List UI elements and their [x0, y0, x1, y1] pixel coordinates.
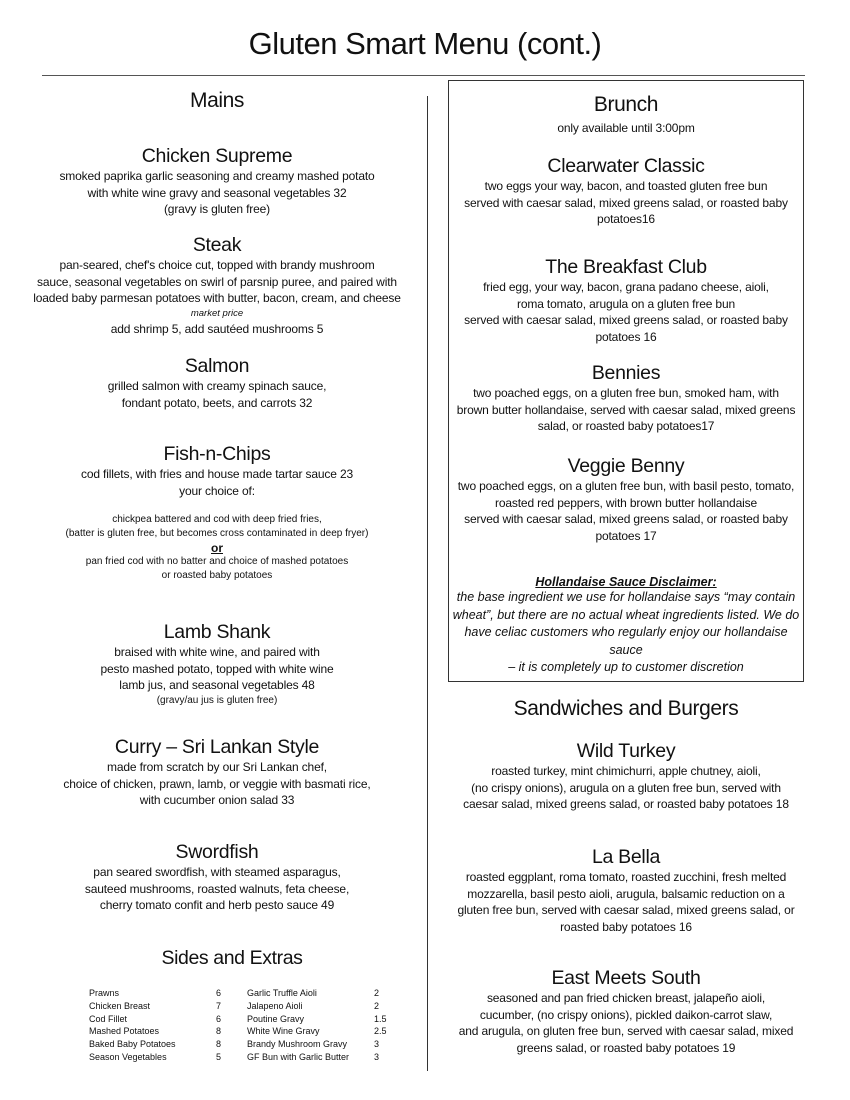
menu-item-salmon [17, 355, 417, 411]
item-name: Veggie Benny [567, 455, 685, 477]
item-description: braised with white wine, and paired with pesto mashed potato, topped with white wine lamb jus, and seasonal vegetables 48 [100, 645, 334, 693]
side-item-price: 7 [216, 1000, 222, 1011]
fish-option-pan-fried: pan fried cod with no batter and choice of mashed potatoes or roasted baby potatoes [85, 556, 349, 582]
sides-heading: Sides and Extras [161, 947, 303, 969]
menu-item-lamb-shank [17, 621, 417, 708]
menu-item-fish-n-chips [17, 443, 417, 583]
column-divider [427, 96, 428, 1071]
disclaimer-text: the base ingredient we use for hollandaise says “may contain wheat”, but there are no actual wheat ingredients listed. We do have celiac customers who regularly enjoy our hollandaise sauce – it is completely up to customer discretion [452, 590, 800, 674]
or-separator: or [211, 541, 223, 556]
side-item-name: Cod Fillet [89, 1013, 128, 1024]
menu-item-steak [17, 234, 417, 337]
item-name: Curry – Sri Lankan Style [114, 736, 320, 758]
item-name: La Bella [591, 846, 661, 868]
side-item-name: Season Vegetables [89, 1052, 167, 1062]
item-description: smoked paprika garlic seasoning and creamy mashed potato with white wine gravy and seasonal vegetables 32 (gravy is gluten free) [59, 169, 375, 217]
item-name: Salmon [184, 355, 250, 377]
side-item-price: 6 [216, 988, 222, 998]
side-item-name: Chicken Breast [89, 1000, 151, 1011]
menu-item-la-bella [448, 846, 804, 935]
side-item-name: Baked Baby Potatoes [89, 1039, 176, 1050]
item-name: Swordfish [175, 841, 259, 863]
menu-item-curry [17, 736, 417, 809]
item-description: made from scratch by our Sri Lankan chef, choice of chicken, prawn, lamb, or veggie with basmati rice, with cucumber onion salad 33 [63, 760, 371, 808]
steak-addons: add shrimp 5, add sautéed mushrooms 5 [110, 321, 324, 336]
item-description: fried egg, your way, bacon, grana padano cheese, aioli, roma tomato, arugula on a gluten free bun served with caesar salad, mixed greens salad, or roasted baby potatoes 16 [464, 280, 788, 344]
extra-item-name: White Wine Gravy [247, 1026, 320, 1037]
menu-item-chicken-supreme [17, 145, 417, 218]
mains-heading: Mains [189, 89, 245, 112]
item-name: Clearwater Classic [547, 155, 705, 177]
extra-item-price: 2 [374, 1000, 380, 1011]
side-item-price: 5 [216, 1052, 222, 1062]
brunch-heading: Brunch [593, 93, 659, 116]
item-name: Chicken Supreme [141, 145, 293, 167]
item-name: Wild Turkey [576, 740, 676, 762]
item-description: pan seared swordfish, with steamed asparagus, sauteed mushrooms, roasted walnuts, feta cheese, cherry tomato confit and herb pesto sauce 49 [84, 865, 350, 913]
extra-item-name: GF Bun with Garlic Butter [247, 1052, 350, 1062]
brunch-availability: only available until 3:00pm [557, 121, 695, 135]
sides-table [89, 987, 419, 1067]
item-description: pan-seared, chef's choice cut, topped with brandy mushroom sauce, seasonal vegetables on swirl of parsnip puree, and paired with loaded baby parmesan potatoes with butter, bacon, cream, and cheese [33, 258, 401, 306]
menu-item-breakfast-club [448, 256, 804, 345]
sandwiches-heading: Sandwiches and Burgers [513, 697, 739, 720]
extra-item-price: 3 [374, 1052, 380, 1062]
hollandaise-disclaimer [448, 575, 804, 677]
menu-item-wild-turkey [448, 740, 804, 813]
extra-item-name: Garlic Truffle Aioli [247, 988, 317, 998]
side-item-name: Mashed Potatoes [89, 1026, 160, 1037]
side-item-name: Prawns [89, 988, 120, 998]
item-description: grilled salmon with creamy spinach sauce, fondant potato, beets, and carrots 32 [107, 379, 327, 410]
extra-item-price: 3 [374, 1039, 380, 1050]
item-name: The Breakfast Club [545, 256, 707, 278]
item-name: East Meets South [551, 967, 701, 989]
market-price-note: market price [190, 307, 244, 319]
item-name: Lamb Shank [163, 621, 271, 643]
item-description: roasted turkey, mint chimichurri, apple chutney, aioli, (no crispy onions), arugula on a gluten free bun, served with caesar salad, mixed greens salad, or roasted baby potatoes 18 [463, 764, 789, 812]
menu-item-bennies [448, 362, 804, 435]
extra-item-price: 2 [374, 988, 380, 998]
top-divider [42, 75, 805, 76]
fish-option-battered: chickpea battered and cod with deep fried fries, (batter is gluten free, but becomes cross contaminated in deep fryer) [65, 514, 369, 540]
menu-item-east-meets-south [448, 967, 804, 1056]
side-item-price: 8 [216, 1039, 222, 1050]
item-name: Bennies [591, 362, 661, 384]
item-name: Fish-n-Chips [163, 443, 271, 465]
page-title: Gluten Smart Menu (cont.) [248, 26, 602, 61]
extra-item-price: 1.5 [374, 1013, 387, 1024]
menu-item-veggie-benny [448, 455, 804, 544]
item-description: seasoned and pan fried chicken breast, jalapeño aioli, cucumber, (no crispy onions), pickled daikon-carrot slaw, and arugula, on gluten free bun, served with caesar salad, mixed greens salad, or roasted baby potatoes 19 [458, 991, 794, 1055]
item-name: Steak [192, 234, 242, 256]
extra-item-name: Brandy Mushroom Gravy [247, 1039, 348, 1050]
item-description: roasted eggplant, roma tomato, roasted zucchini, fresh melted mozzarella, basil pesto aioli, arugula, balsamic reduction on a gluten free bun, served with caesar salad, mixed greens salad, or roasted baby potatoes 16 [457, 870, 795, 934]
side-item-price: 8 [216, 1026, 222, 1037]
item-description: two poached eggs, on a gluten free bun, with basil pesto, tomato, roasted red peppers, with brown butter hollandaise served with caesar salad, mixed greens salad, or roasted baby potatoes 17 [457, 479, 795, 543]
lamb-note: (gravy/au jus is gluten free) [156, 694, 278, 706]
extra-item-name: Poutine Gravy [247, 1013, 305, 1024]
menu-item-swordfish [17, 841, 417, 914]
extra-item-price: 2.5 [374, 1026, 387, 1037]
item-description: cod fillets, with fries and house made tartar sauce 23 your choice of: [80, 467, 354, 498]
item-description: two eggs your way, bacon, and toasted gluten free bun served with caesar salad, mixed greens salad, or roasted baby potatoes16 [464, 179, 788, 227]
disclaimer-heading: Hollandaise Sauce Disclaimer: [535, 575, 717, 589]
menu-item-clearwater-classic [448, 155, 804, 228]
item-description: two poached eggs, on a gluten free bun, smoked ham, with brown butter hollandaise, served with caesar salad, mixed greens salad, or roasted baby potatoes17 [456, 386, 796, 434]
extra-item-name: Jalapeno Aioli [247, 1000, 303, 1011]
side-item-price: 6 [216, 1013, 222, 1024]
